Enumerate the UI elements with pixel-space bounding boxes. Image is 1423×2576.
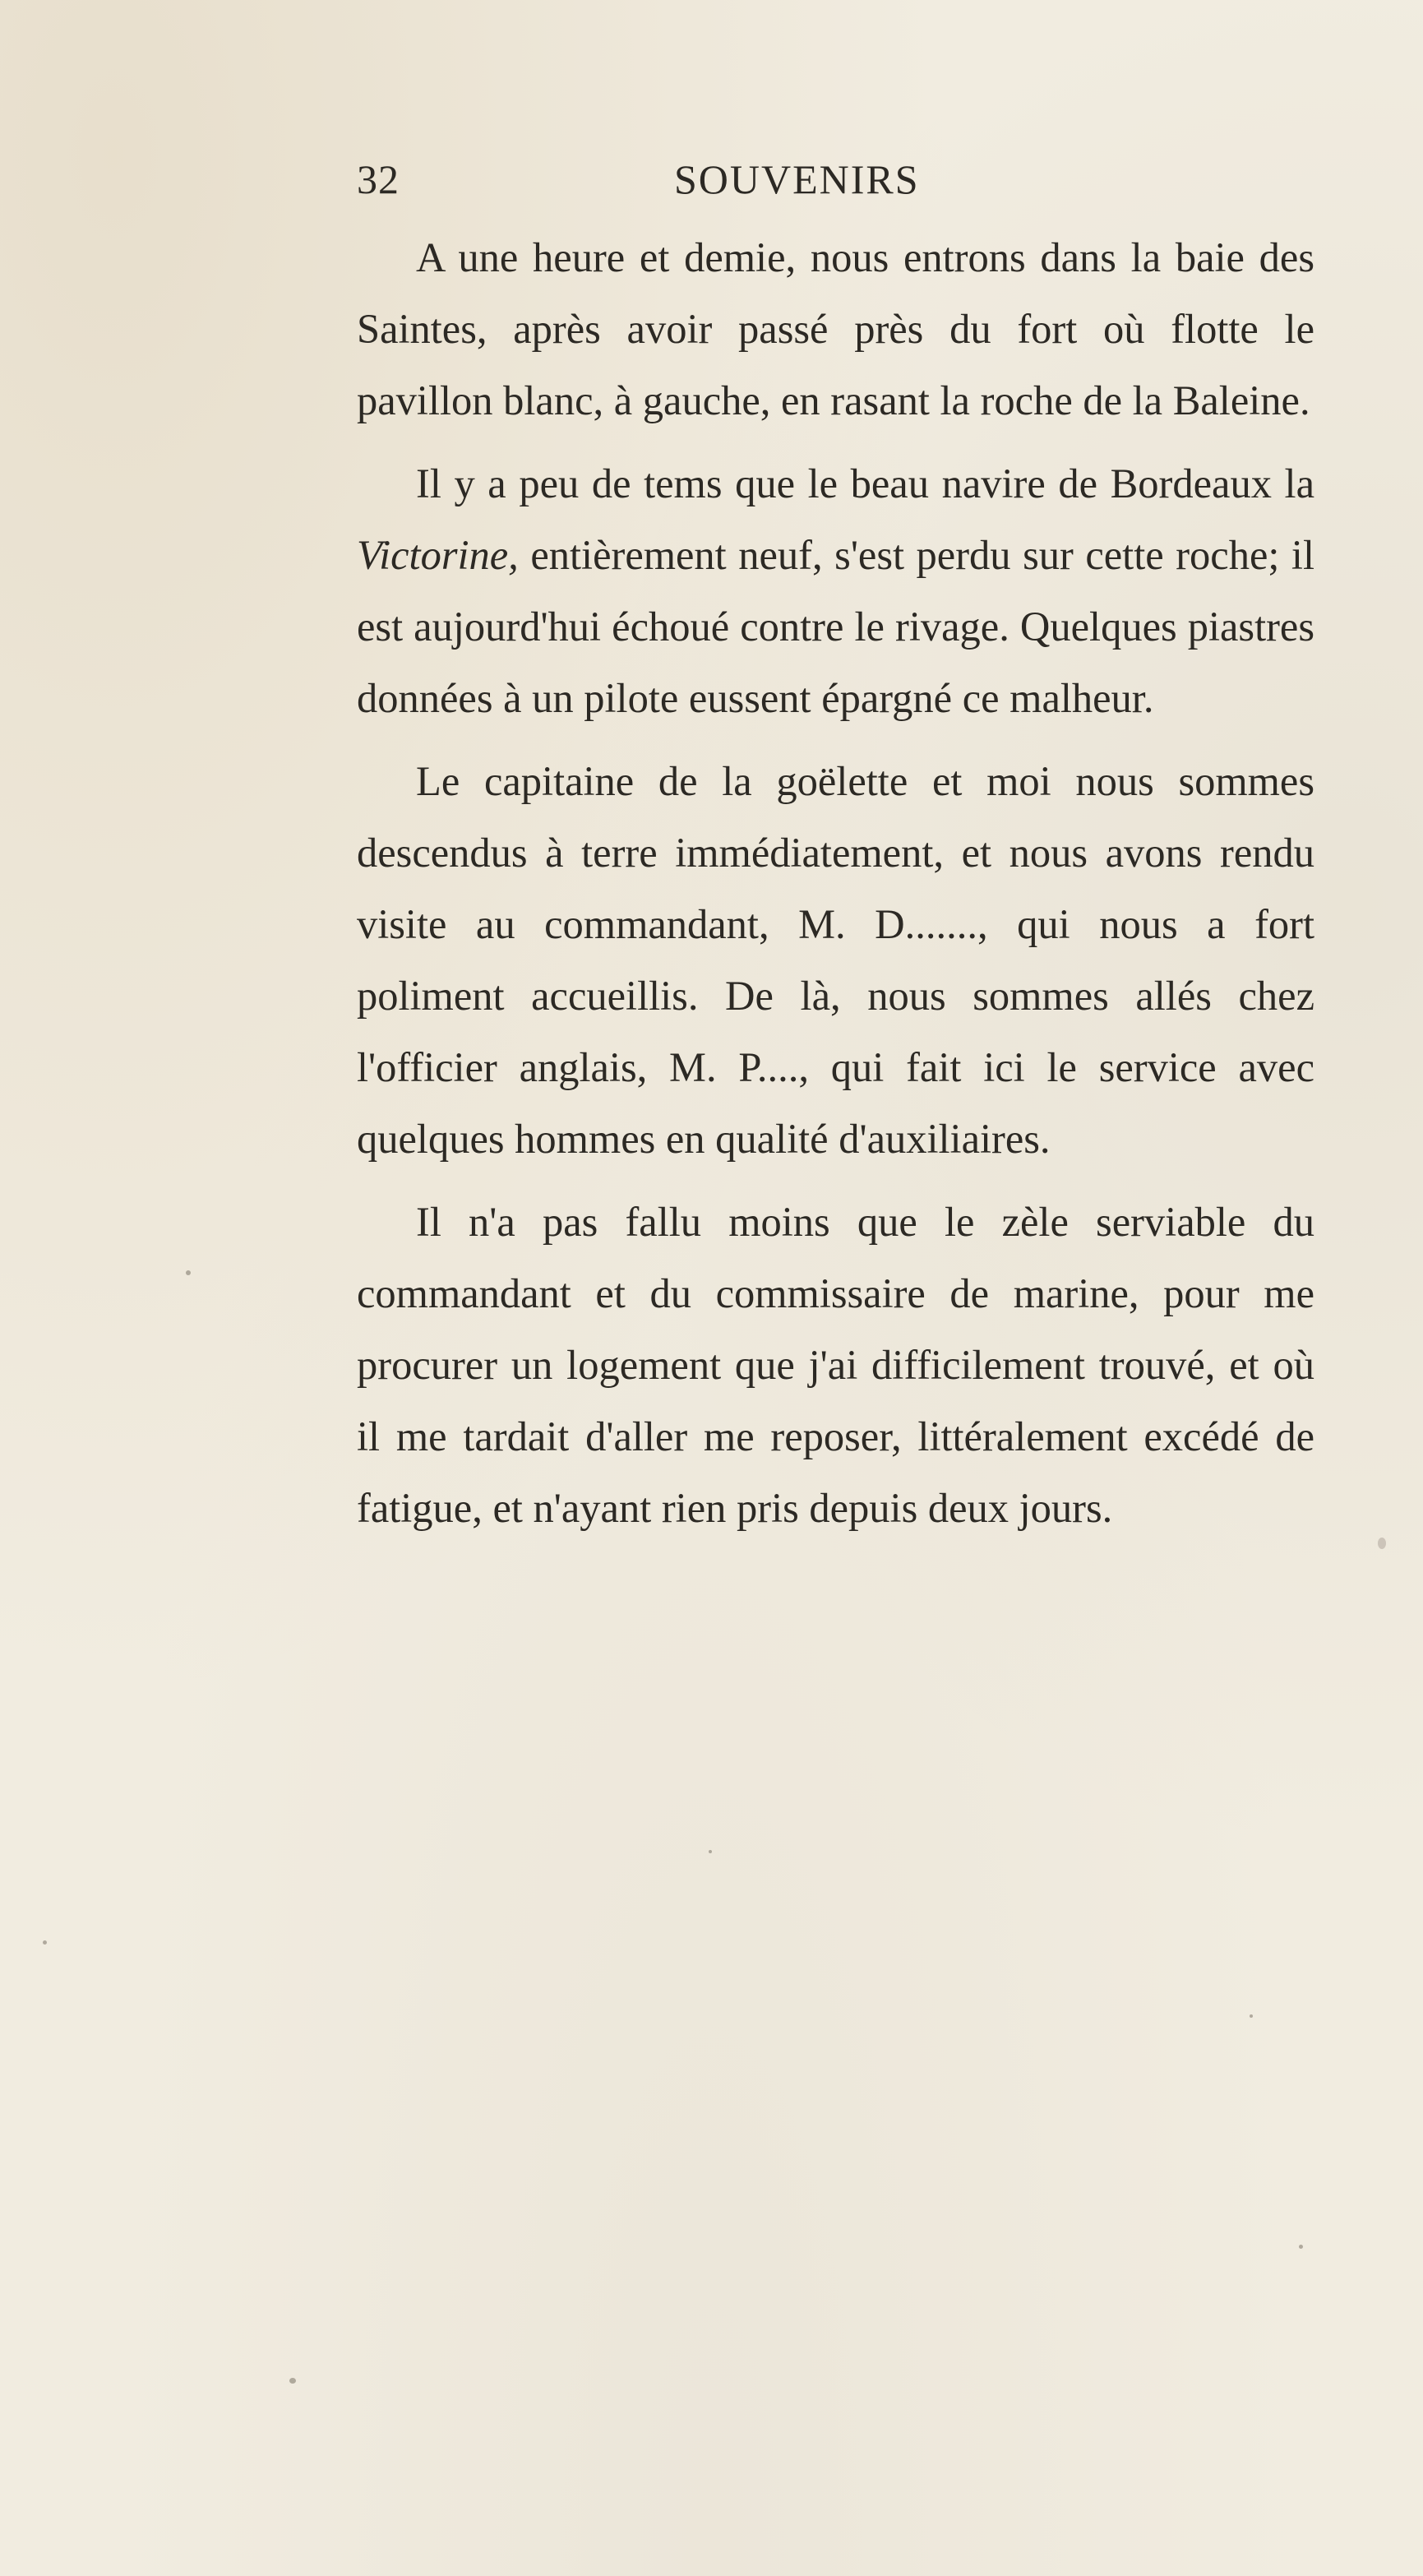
paper-speck [43,1940,47,1945]
paragraph-2-text-after: entièrement neuf, s'est perdu sur cette roche; il est aujourd'hui échoué contre le rivage. Quelques piastres données à un pilote eussent épargné ce malheur. [357,532,1314,721]
paragraph-4: Il n'a pas fallu moins que le zèle serviable du commandant et du commissaire de marine, pour me procurer un logement que j'ai difficilement trouvé, et où il me tardait d'aller me reposer, littéralement excédé de fatigue, et n'ayant rien pris depuis deux jours. [357,1199,1314,1531]
paper-speck [1250,2014,1253,2018]
body-text [357,222,1314,1556]
paper-speck [1299,2245,1303,2249]
paragraph-2-text-before: Il y a peu de tems que le beau navire de Bordeaux la [416,460,1314,506]
ship-name-italic: Victorine, [357,532,519,578]
paragraph-1: A une heure et demie, nous entrons dans la baie des Saintes, après avoir passé près du fort où flotte le pavillon blanc, à gauche, en rasant la roche de la Baleine. [357,234,1314,423]
paper-speck [186,1270,191,1275]
paper-speck [1378,1538,1386,1549]
paragraph-3: Le capitaine de la goëlette et moi nous sommes descendus à terre immédiatement, et nous avons rendu visite au commandant, M. D......., qui nous a fort poliment accueillis. De là, nous sommes allés chez l'officier anglais, M. P...., qui fait ici le service avec quelques hommes en qualité d'auxiliaires. [357,758,1314,1162]
running-title: SOUVENIRS [674,156,920,202]
paragraph-2 [357,448,1314,734]
running-head [357,146,1314,212]
paper-speck [289,2378,296,2384]
page-number: 32 [357,156,400,202]
paper-speck [709,1850,712,1853]
